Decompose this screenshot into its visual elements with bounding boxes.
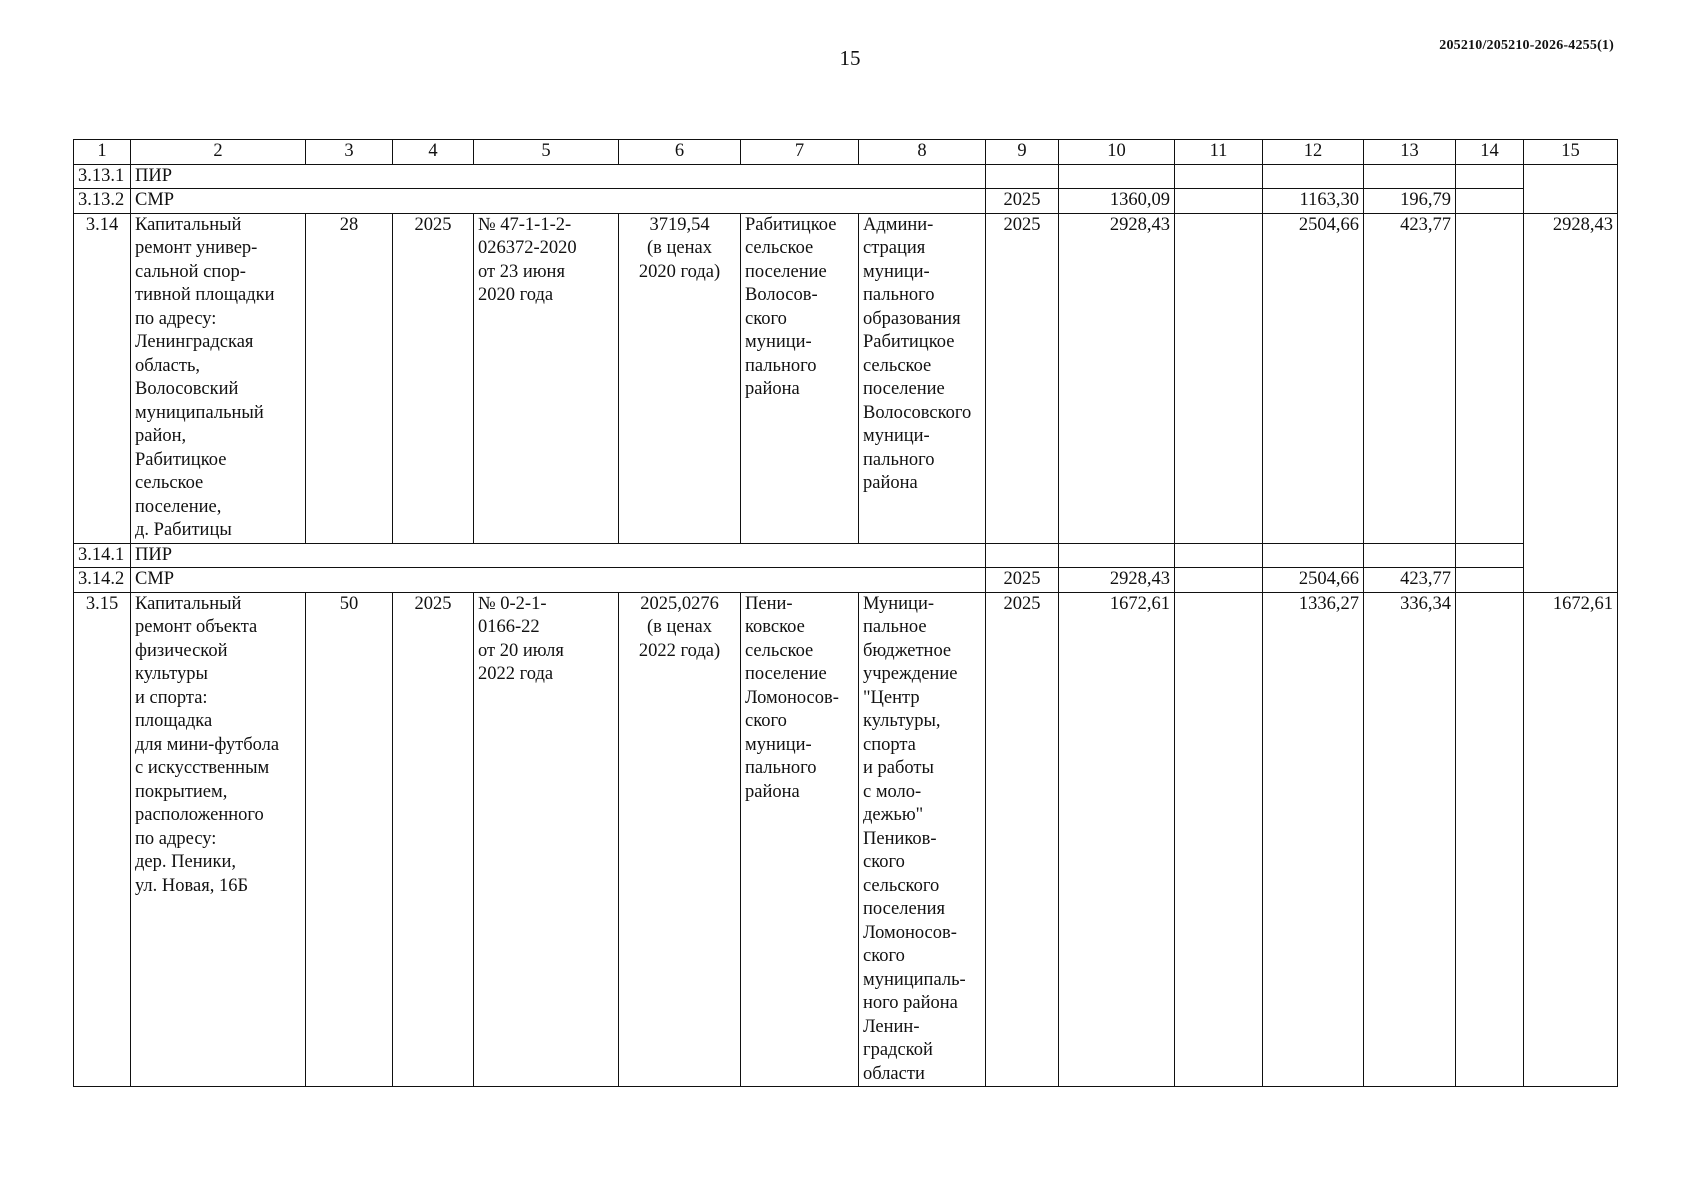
cell-empty (1364, 164, 1456, 189)
row-number: 3.14.1 (74, 543, 131, 568)
cell-empty (986, 164, 1059, 189)
cell-empty (1456, 543, 1524, 568)
cell-empty (1456, 568, 1524, 593)
cell-year: 2025 (986, 592, 1059, 1087)
cell-empty (1456, 213, 1524, 543)
cell-col12: 2504,66 (1263, 568, 1364, 593)
table-row (74, 592, 1618, 1087)
cell-empty (1263, 164, 1364, 189)
row-number: 3.13.2 (74, 189, 131, 214)
column-header: 4 (393, 140, 474, 165)
cell-empty (1524, 543, 1618, 568)
row-label: СМР (131, 568, 986, 593)
column-header: 1 (74, 140, 131, 165)
row-label: СМР (131, 189, 986, 214)
column-header: 3 (306, 140, 393, 165)
cell-empty (986, 543, 1059, 568)
cell-year: 2025 (986, 189, 1059, 214)
table-row (74, 543, 1618, 568)
table-row (74, 568, 1618, 593)
table-row (74, 213, 1618, 543)
municipality: Пени- ковское сельское поселение Ломоносов- ского муници- пального района (741, 592, 859, 1087)
column-header: 15 (1524, 140, 1618, 165)
column-number-row (74, 140, 1618, 165)
cell-empty (1175, 189, 1263, 214)
cell-empty (1263, 543, 1364, 568)
municipality: Рабитицкое сельское поселение Волосов- ского муници- пального района (741, 213, 859, 543)
cell-col3: 28 (306, 213, 393, 543)
cell-col13: 336,34 (1364, 592, 1456, 1087)
column-header: 10 (1059, 140, 1175, 165)
cell-empty (1175, 568, 1263, 593)
column-header: 8 (859, 140, 986, 165)
cell-empty (1059, 543, 1175, 568)
row-number: 3.14 (74, 213, 131, 543)
cell-col4: 2025 (393, 592, 474, 1087)
estimated-cost: 2025,0276 (в ценах 2022 года) (619, 592, 741, 1087)
expertise-number: № 0-2-1- 0166-22 от 20 июля 2022 года (474, 592, 619, 1087)
cell-total: 1672,61 (1059, 592, 1175, 1087)
row-number: 3.14.2 (74, 568, 131, 593)
cell-empty (1524, 189, 1618, 214)
column-header: 2 (131, 140, 306, 165)
cell-empty (1364, 543, 1456, 568)
cell-total: 2928,43 (1059, 568, 1175, 593)
column-header: 7 (741, 140, 859, 165)
cell-col4: 2025 (393, 213, 474, 543)
column-header: 13 (1364, 140, 1456, 165)
cell-year: 2025 (986, 568, 1059, 593)
cell-total: 2928,43 (1059, 213, 1175, 543)
customer: Муници- пальное бюджетное учреждение "Центр культуры, спорта и работы с моло- дежью" Пеников- ского сельского поселения Ломоносов- ского муниципаль- ного района Ленин- градской области (859, 592, 986, 1087)
column-header: 9 (986, 140, 1059, 165)
cell-empty (1175, 592, 1263, 1087)
cell-empty (1524, 568, 1618, 593)
expertise-number: № 47-1-1-2- 026372-2020 от 23 июня 2020 года (474, 213, 619, 543)
cell-col13: 423,77 (1364, 213, 1456, 543)
row-label: ПИР (131, 543, 986, 568)
page-number: 15 (839, 46, 861, 70)
cell-total: 1360,09 (1059, 189, 1175, 214)
table-row (74, 164, 1618, 189)
column-header: 11 (1175, 140, 1263, 165)
cell-col3: 50 (306, 592, 393, 1087)
table-row (74, 189, 1618, 214)
cell-empty (1524, 164, 1618, 189)
object-name: Капитальный ремонт объекта физической культуры и спорта: площадка для мини-футбола с искусственным покрытием, расположенного по адресу: дер. Пеники, ул. Новая, 16Б (131, 592, 306, 1087)
cell-col12: 1336,27 (1263, 592, 1364, 1087)
object-name: Капитальный ремонт универ- сальной спор- тивной площадки по адресу: Ленинградская область, Волосовский муниципальный район, Рабитицкое сельское поселение, д. Рабитицы (131, 213, 306, 543)
cell-col13: 423,77 (1364, 568, 1456, 593)
cell-col15: 1672,61 (1524, 592, 1618, 1087)
column-header: 6 (619, 140, 741, 165)
cell-col15: 2928,43 (1524, 213, 1618, 543)
row-number: 3.13.1 (74, 164, 131, 189)
cell-col13: 196,79 (1364, 189, 1456, 214)
cell-empty (1059, 164, 1175, 189)
cell-col12: 1163,30 (1263, 189, 1364, 214)
cell-empty (1175, 543, 1263, 568)
row-number: 3.15 (74, 592, 131, 1087)
column-header: 14 (1456, 140, 1524, 165)
cell-empty (1175, 164, 1263, 189)
customer: Админи- страция муници- пального образования Рабитицкое сельское поселение Волосовского муници- пального района (859, 213, 986, 543)
cell-col12: 2504,66 (1263, 213, 1364, 543)
data-table (73, 139, 1618, 1087)
cell-year: 2025 (986, 213, 1059, 543)
row-label: ПИР (131, 164, 986, 189)
column-header: 12 (1263, 140, 1364, 165)
document-code: 205210/205210-2026-4255(1) (1439, 38, 1614, 53)
cell-empty (1456, 189, 1524, 214)
estimated-cost: 3719,54 (в ценах 2020 года) (619, 213, 741, 543)
cell-empty (1175, 213, 1263, 543)
column-header: 5 (474, 140, 619, 165)
cell-empty (1456, 592, 1524, 1087)
cell-empty (1456, 164, 1524, 189)
